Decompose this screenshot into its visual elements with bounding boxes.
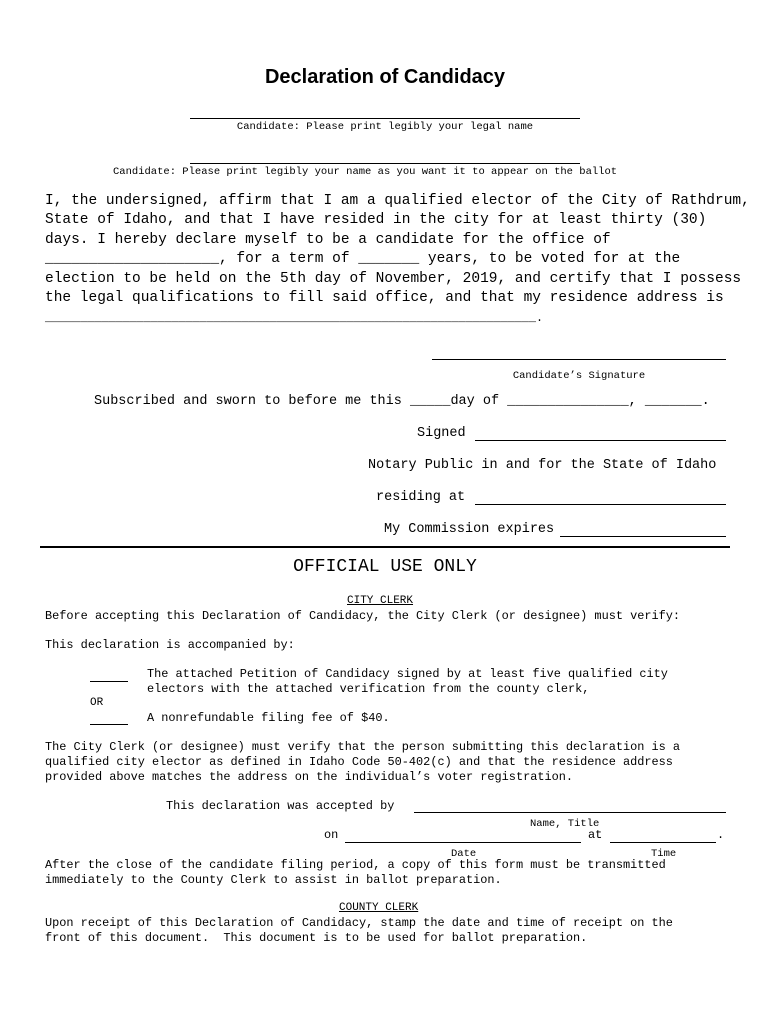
residence-address-line[interactable]: ______________________________________________________________________. — [45, 311, 543, 325]
signed-label: Signed — [417, 426, 466, 441]
official-use-heading: OFFICIAL USE ONLY — [293, 557, 477, 577]
ballot-name-caption: Candidate: Please print legibly your name as you want it to appear on the ballot — [113, 166, 618, 178]
verify-line-3: provided above matches the address on the individual’s voter registration. — [45, 770, 574, 784]
city-clerk-heading: CITY CLERK — [347, 595, 414, 607]
signed-line[interactable] — [475, 440, 726, 441]
ballot-name-line[interactable] — [190, 163, 580, 164]
accepted-by-line[interactable] — [414, 812, 726, 813]
at-label: at — [588, 828, 603, 842]
affirm-line-4: ____________________, for a term of _______ years, to be voted for at the — [45, 251, 681, 267]
end-period: . — [717, 828, 725, 842]
notary-label: Notary Public in and for the State of Idaho — [368, 458, 717, 473]
time-caption: Time — [651, 848, 677, 860]
option1-line-1: The attached Petition of Candidacy signed by at least five qualified city — [147, 667, 668, 681]
or-label: OR — [90, 697, 104, 709]
option1-line-2: electors with the attached verification from the county clerk, — [147, 682, 590, 696]
on-label: on — [324, 828, 339, 842]
residing-label: residing at — [376, 490, 466, 505]
sworn-statement: Subscribed and sworn to before me this _____day of _______________, _______. — [94, 394, 710, 409]
verify-line-1: The City Clerk (or designee) must verify that the person submitting this declaration is a — [45, 740, 681, 754]
commission-line[interactable] — [560, 536, 726, 537]
option2-checkline[interactable] — [90, 724, 128, 725]
option2-text: A nonrefundable filing fee of $40. — [147, 711, 390, 725]
page-title: Declaration of Candidacy — [264, 66, 506, 88]
affirm-line-3: days. I hereby declare myself to be a candidate for the office of — [45, 232, 611, 248]
option1-checkline[interactable] — [90, 681, 128, 682]
affirm-line-1: I, the undersigned, affirm that I am a qualified elector of the City of Rathdrum, — [45, 193, 750, 209]
section-divider — [40, 546, 730, 548]
county-line-2: front of this document. This document is to be used for ballot preparation. — [45, 931, 588, 945]
residing-line[interactable] — [475, 504, 726, 505]
commission-label: My Commission expires — [384, 522, 555, 537]
after-line-2: immediately to the County Clerk to assist in ballot preparation. — [45, 873, 502, 887]
candidate-signature-caption: Candidate’s Signature — [512, 370, 646, 382]
after-line-1: After the close of the candidate filing period, a copy of this form must be transmitted — [45, 858, 666, 872]
accepted-label: This declaration was accepted by — [166, 799, 395, 813]
county-line-1: Upon receipt of this Declaration of Candidacy, stamp the date and time of receipt on the — [45, 916, 673, 930]
candidate-signature-line[interactable] — [432, 359, 726, 360]
legal-name-caption: Candidate: Please print legibly your legal name — [236, 121, 534, 133]
date-line[interactable] — [345, 842, 581, 843]
legal-name-line[interactable] — [190, 118, 580, 119]
date-caption: Date — [451, 848, 477, 860]
affirm-line-2: State of Idaho, and that I have resided in the city for at least thirty (30) — [45, 212, 707, 228]
name-title-caption: Name, Title — [530, 818, 600, 830]
accompanied-text: This declaration is accompanied by: — [45, 638, 295, 652]
city-clerk-verify: Before accepting this Declaration of Candidacy, the City Clerk (or designee) must verify: — [45, 609, 681, 623]
affirm-line-5: election to be held on the 5th day of November, 2019, and certify that I possess — [45, 271, 742, 287]
verify-line-2: qualified city elector as defined in Idaho Code 50-402(c) and that the residence address — [45, 755, 673, 769]
time-line[interactable] — [610, 842, 716, 843]
county-clerk-heading: COUNTY CLERK — [339, 902, 419, 914]
affirm-line-6: the legal qualifications to fill said office, and that my residence address is — [45, 290, 724, 306]
